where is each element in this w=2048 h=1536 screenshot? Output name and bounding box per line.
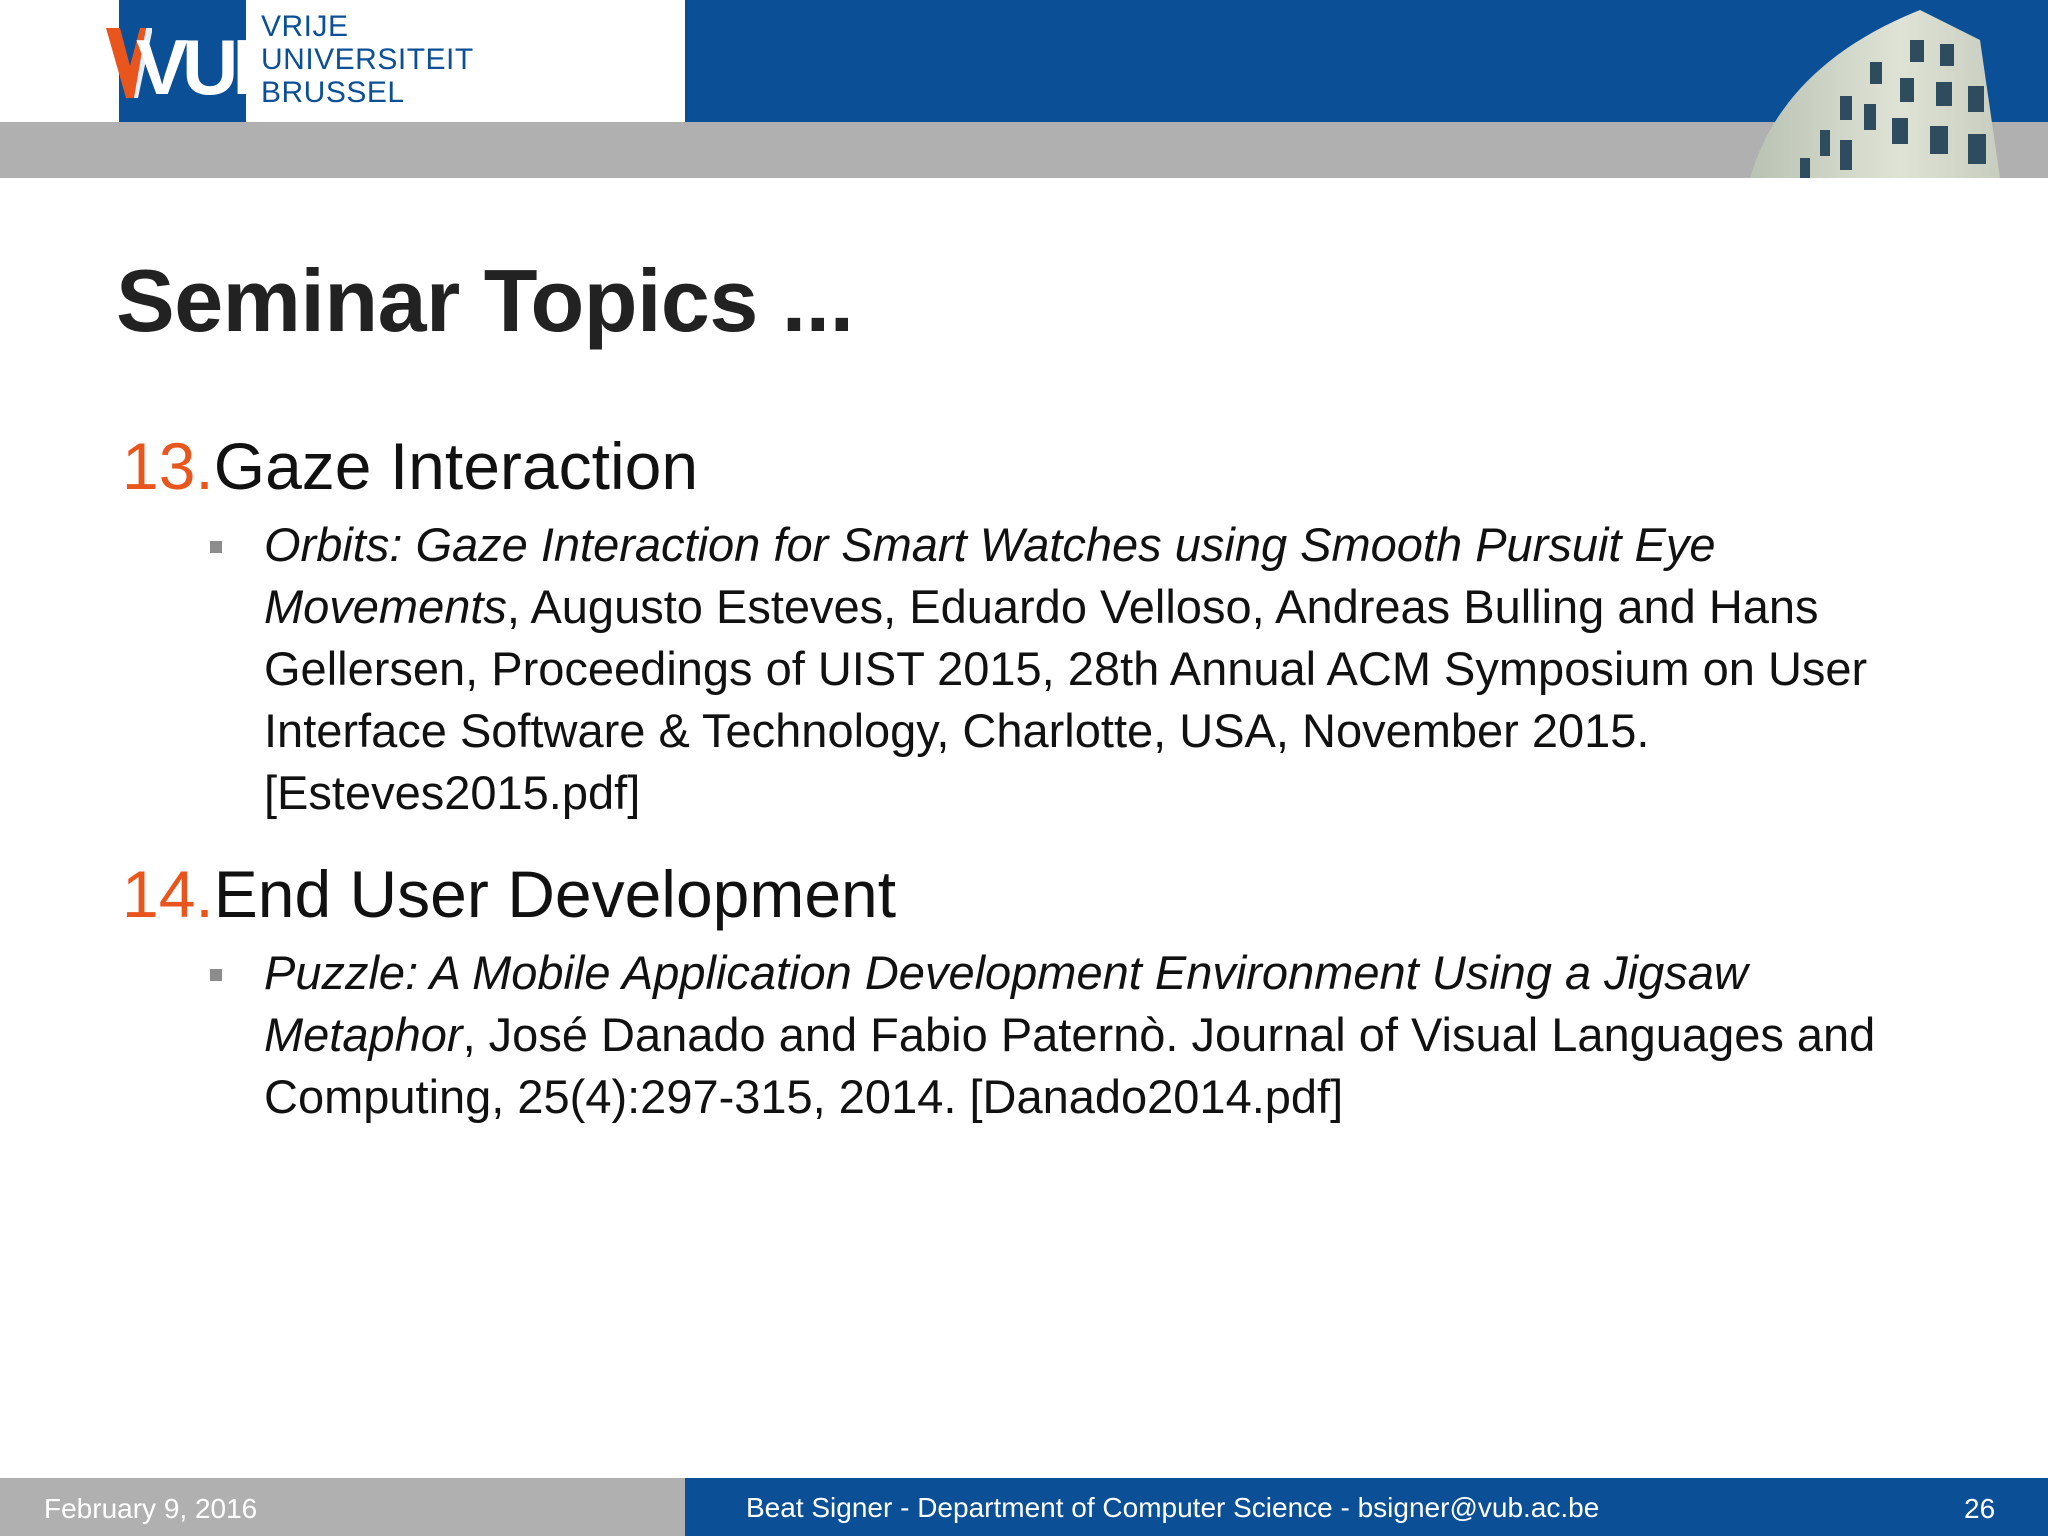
paper-title: Puzzle: A Mobile Application Development Environment Using a Jigsaw Metaphor: [264, 946, 1748, 1061]
logo-line-2: UNIVERSITEIT: [261, 43, 474, 76]
logo-line-1: VRIJE: [261, 10, 349, 43]
building-photo: [1740, 0, 2000, 178]
paper-title: Orbits: Gaze Interaction for Smart Watches using Smooth Pursuit Eye Movements: [264, 518, 1716, 633]
topic-13-heading: [122, 428, 698, 504]
topic-14-reference: [264, 942, 1964, 1128]
topic-number: 13.: [122, 429, 214, 503]
topic-title: End User Development: [213, 857, 897, 931]
paper-details: , José Danado and Fabio Paternò. Journal of Visual Languages and Computing, 25(4):297-315, 2014. [Danado2014.pdf]: [264, 1008, 1876, 1123]
topic-14-heading: [122, 856, 896, 932]
slide-title: Seminar Topics ...: [116, 251, 854, 350]
logo-letters: VUB: [136, 23, 283, 111]
logo-line-3: BRUSSEL: [261, 76, 405, 109]
footer-date: February 9, 2016: [44, 1493, 258, 1524]
vub-logo: [106, 0, 474, 122]
page-number: 26: [1964, 1493, 1996, 1524]
logo-wordmark: [261, 10, 474, 109]
vub-logo-mark: [106, 22, 283, 111]
footer-author: Beat Signer - Department of Computer Science - bsigner@vub.ac.be: [746, 1492, 1600, 1523]
topic-title: Gaze Interaction: [213, 429, 699, 503]
paper-details: , Augusto Esteves, Eduardo Velloso, Andreas Bulling and Hans Gellersen, Proceedings of UIST 2015, 28th Annual ACM Symposium on User Interface Software & Technology, Charlotte, USA, November 2015. [Esteves2015.pdf]: [264, 580, 1868, 819]
bullet-icon: [210, 541, 222, 553]
topic-number: 14.: [122, 857, 214, 931]
topic-13-reference: [264, 514, 1964, 824]
bullet-icon: [210, 969, 222, 981]
